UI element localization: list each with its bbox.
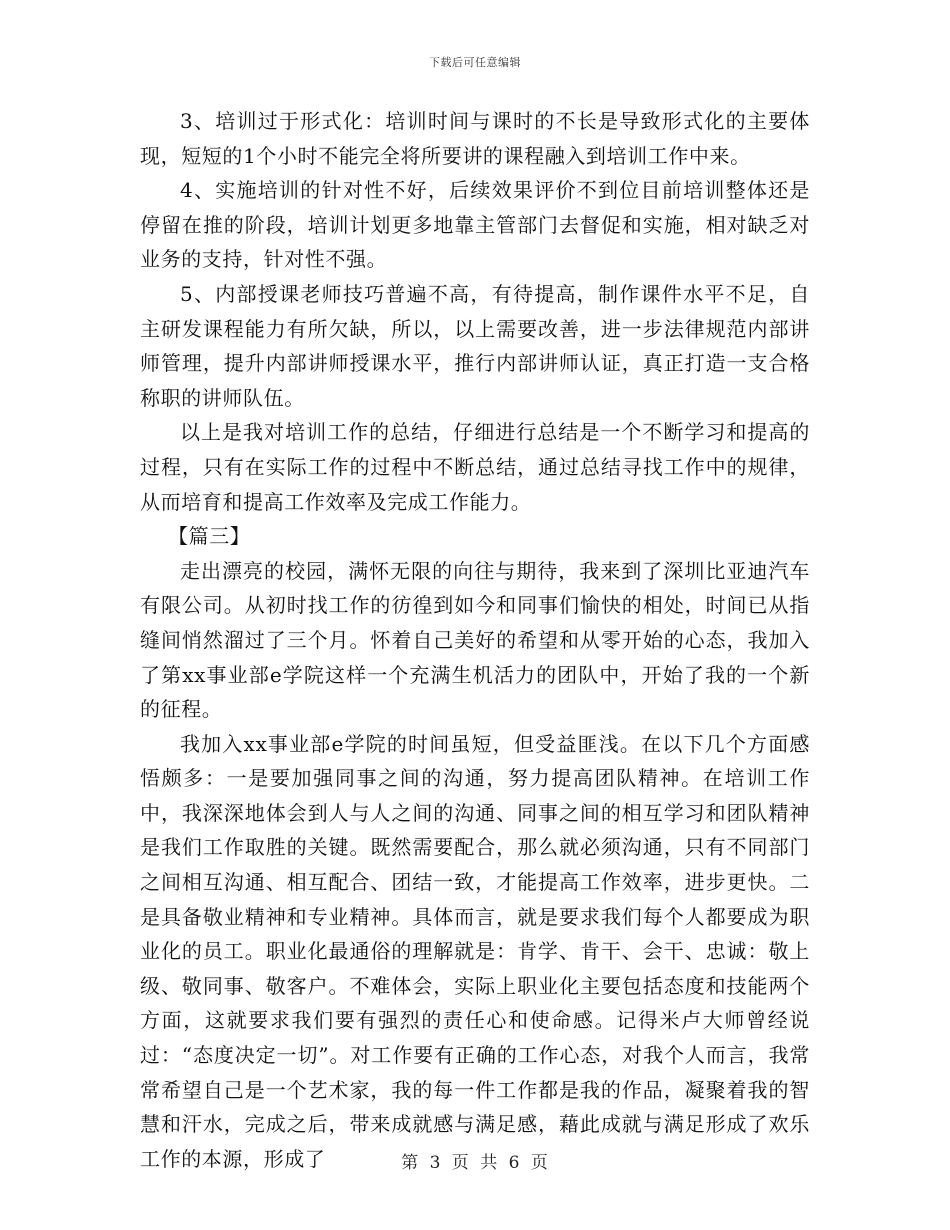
paragraph-point-4: 4、实施培训的针对性不好，后续效果评价不到位目前培训整体还是停留在推的阶段，培训计划更多地靠主管部门去督促和实施，相对缺乏对业务的支持，针对性不强。 [140,178,810,272]
page-number: 第 3 页 共 6 页 [401,1153,549,1173]
paragraph-point-3: 3、培训过于形式化：培训时间与课时的不长是导致形式化的主要体现，短短的1个小时不能完全将所要讲的课程融入到培训工作中来。 [140,109,810,168]
paragraph-summary: 以上是我对培训工作的总结，仔细进行总结是一个不断学习和提高的过程，只有在实际工作的过程中不断总结，通过总结寻找工作中的规律，从而培育和提高工作效率及完成工作能力。 [140,420,810,514]
paragraph-intro: 走出漂亮的校园，满怀无限的向往与期待，我来到了深圳比亚迪汽车有限公司。从初时找工作的彷徨到如今和同事们愉快的相处，时间已从指缝间悄然溜过了三个月。怀着自己美好的希望和从零开始的心态，我加入了第xx事业部e学院这样一个充满生机活力的团队中，开始了我的一个新的征程。 [140,558,810,722]
document-body [140,104,810,1176]
section-title: 【篇三】 [168,524,251,549]
header-note: 下载后可任意编辑 [429,56,521,69]
paragraph-point-5: 5、内部授课老师技巧普遍不高，有待提高，制作课件水平不足，自主研发课程能力有所欠缺，所以，以上需要改善，进一步法律规范内部讲师管理，提升内部讲师授课水平，推行内部讲师认证，真正打造一支合格称职的讲师队伍。 [140,281,810,410]
paragraph-reflection: 我加入xx事业部e学院的时间虽短，但受益匪浅。在以下几个方面感悟颇多：一是要加强同事之间的沟通，努力提高团队精神。在培训工作中，我深深地体会到人与人之间的沟通、同事之间的相互学习和团队精神是我们工作取胜的关键。既然需要配合，那么就必须沟通，只有不同部门之间相互沟通、相互配合、团结一致，才能提高工作效率，进步更快。二是具备敬业精神和专业精神。具体而言，就是要求我们每个人都要成为职业化的员工。职业化最通俗的理解就是：肯学、肯干、会干、忠诚：敬上级、敬同事、敬客户。不难体会，实际上职业化主要包括态度和技能两个方面，这就要求我们要有强烈的责任心和使命感。记得米卢大师曾经说过：“态度决定一切”。对工作要有正确的工作心态，对我个人而言，我常常希望自己是一个艺术家，我的每一件工作都是我的作品，凝聚着我的智慧和汗水，完成之后，带来成就感与满足感，藉此成就与满足形成了欢乐工作的本源，形成了 [140,731,810,1171]
